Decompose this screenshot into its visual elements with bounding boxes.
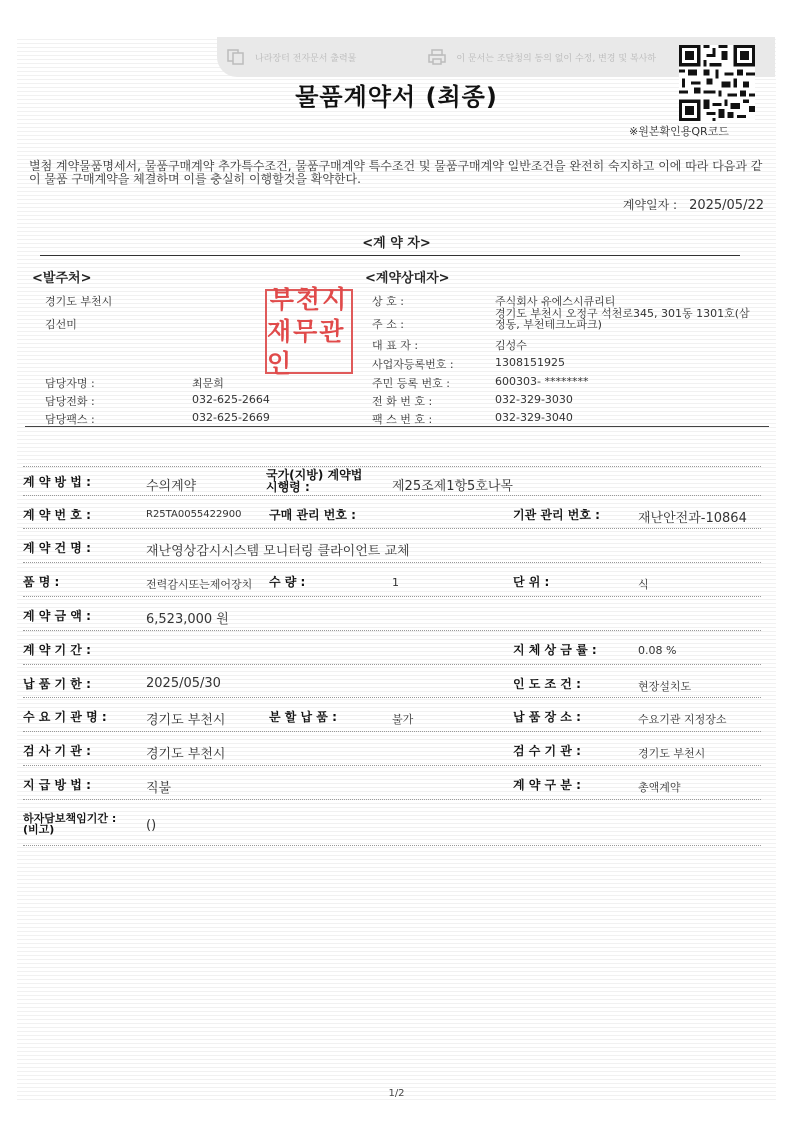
parties-title: <계 약 자> (362, 236, 431, 251)
cp-fax-value: 032-329-3040 (495, 411, 573, 424)
document-page (17, 37, 776, 1103)
type-value: 총액계약 (638, 781, 681, 794)
number-label: 계 약 번 호 : (23, 508, 91, 522)
cp-phone-label: 전 화 번 호 : (372, 395, 433, 408)
orderer-phone: 032-625-2664 (192, 393, 270, 406)
detail-row-item (23, 563, 761, 597)
demand-label: 수 요 기 관 명 : (23, 710, 107, 724)
detail-row-inspect (23, 732, 761, 766)
detail-row-amount (23, 597, 761, 631)
split-label: 분 할 납 품 : (269, 710, 337, 724)
amount-label: 계 약 금 액 : (23, 609, 91, 623)
ceo-value: 김성수 (495, 339, 527, 352)
qty-label: 수 량 : (269, 575, 306, 589)
penalty-label: 지 체 상 금 률 : (513, 643, 597, 657)
bizno-value: 1308151925 (495, 356, 565, 369)
detail-row-name (23, 529, 761, 563)
divider (40, 255, 740, 256)
cp-fax-label: 팩 스 번 호 : (372, 413, 433, 426)
agency-mgmt-label: 기관 관리 번호 : (513, 508, 600, 522)
inspect-label: 검 사 기 관 : (23, 744, 91, 758)
penalty-value: 0.08 % (638, 644, 677, 657)
method-value: 수의계약 (146, 479, 197, 494)
page-number: 1/2 (388, 1088, 405, 1099)
company-value: 주식회사 유에스시큐리티 (495, 295, 616, 308)
seal-line-1: 부천시 (269, 284, 349, 314)
banner-text-printout: 나라장터 전자문서 출력물 (255, 53, 357, 64)
orderer-fax: 032-625-2669 (192, 411, 270, 424)
deadline-value: 2025/05/30 (146, 676, 221, 691)
detail-row-period (23, 631, 761, 665)
type-label: 계 약 구 분 : (513, 778, 581, 792)
warranty-label: 하자담보책임기간 : (비고) (23, 812, 117, 836)
unit-value: 식 (638, 578, 649, 591)
detail-row-warranty (23, 800, 761, 846)
seal-line-2: 재무관인 (267, 316, 346, 378)
number-value: R25TA0055422900 (146, 509, 242, 520)
place-value: 수요기관 지정장소 (638, 713, 727, 726)
qr-label: ※원본확인용QR코드 (629, 125, 729, 138)
item-label: 품 명 : (23, 575, 60, 589)
cp-phone-value: 032-329-3030 (495, 393, 573, 406)
orderer-person: 김선미 (45, 318, 77, 331)
resno-value: 600303- ******** (495, 375, 589, 388)
detail-row-deadline (23, 665, 761, 698)
period-label: 계 약 기 간 : (23, 643, 91, 657)
resno-label: 주민 등록 번호 : (372, 377, 450, 390)
address-label: 주 소 : (372, 318, 404, 331)
orderer-fax-label: 담당팩스 : (45, 413, 95, 426)
contract-date-value: 2025/05/22 (689, 198, 764, 213)
orderer-phone-label: 담당전화 : (45, 395, 95, 408)
payment-label: 지 급 방 법 : (23, 778, 91, 792)
law-label: 국가(지방) 계약법 시행령 : (266, 468, 363, 494)
detail-row-payment (23, 766, 761, 800)
purchase-mgmt-label: 구매 관리 번호 : (269, 508, 356, 522)
contract-date (623, 196, 764, 213)
split-value: 불가 (392, 713, 414, 726)
item-value: 전력감시또는제어장치 (146, 578, 253, 591)
detail-row-number (23, 496, 761, 529)
page-title: 물품계약서 (최종) (295, 83, 498, 111)
intro-paragraph: 별첨 계약물품명세서, 물품구매계약 추가특수조건, 물품구매계약 특수조건 및 물품구매계약 일반조건을 완전히 숙지하고 이에 따라 다음과 같이 물품 구매계약을 체결하며 이를 충실히 이행할것을 확약한다. (29, 159, 763, 186)
ceo-label: 대 표 자 : (372, 339, 419, 352)
unit-label: 단 위 : (513, 575, 550, 589)
law-value: 제25조제1항5호나목 (392, 479, 513, 494)
detail-row-demand (23, 698, 761, 732)
counterparty-heading: <계약상대자> (365, 271, 450, 286)
name-value: 재난영상감시시스템 모니터링 클라이언트 교체 (146, 544, 410, 559)
detail-row-method (23, 466, 761, 496)
orderer-manager: 최문희 (192, 377, 224, 390)
deadline-label: 납 품 기 한 : (23, 677, 91, 691)
warranty-value: () (146, 818, 157, 833)
payment-value: 직불 (146, 781, 172, 796)
accept-value: 경기도 부천시 (638, 747, 706, 760)
qty-value: 1 (392, 576, 399, 589)
address-value: 경기도 부천시 오정구 석천로345, 301동 1301호(삼정동, 부천테크노파크) (495, 307, 750, 331)
bizno-label: 사업자등록번호 : (372, 358, 454, 371)
place-label: 납 품 장 소 : (513, 710, 581, 724)
orderer-org: 경기도 부천시 (45, 295, 113, 308)
demand-value: 경기도 부천시 (146, 713, 226, 728)
documents-icon (227, 49, 245, 65)
delivery-cond-label: 인 도 조 건 : (513, 677, 581, 691)
amount-value: 6,523,000 원 (146, 612, 229, 627)
accept-label: 검 수 기 관 : (513, 744, 581, 758)
orderer-heading: <발주처> (32, 271, 92, 286)
printer-icon (428, 49, 446, 65)
banner-text-warning: 이 문서는 조달청의 동의 없이 수정, 변경 및 복사하 (456, 53, 656, 64)
company-label: 상 호 : (372, 295, 404, 308)
official-seal (265, 284, 353, 378)
inspect-value: 경기도 부천시 (146, 747, 226, 762)
contract-date-label: 계약일자 : (622, 198, 678, 212)
method-label: 계 약 방 법 : (23, 475, 91, 489)
name-label: 계 약 건 명 : (23, 541, 91, 555)
orderer-manager-label: 담당자명 : (45, 377, 95, 390)
agency-mgmt-value: 재난안전과-10864 (638, 511, 747, 526)
divider (25, 426, 769, 427)
delivery-cond-value: 현장설치도 (638, 680, 692, 693)
